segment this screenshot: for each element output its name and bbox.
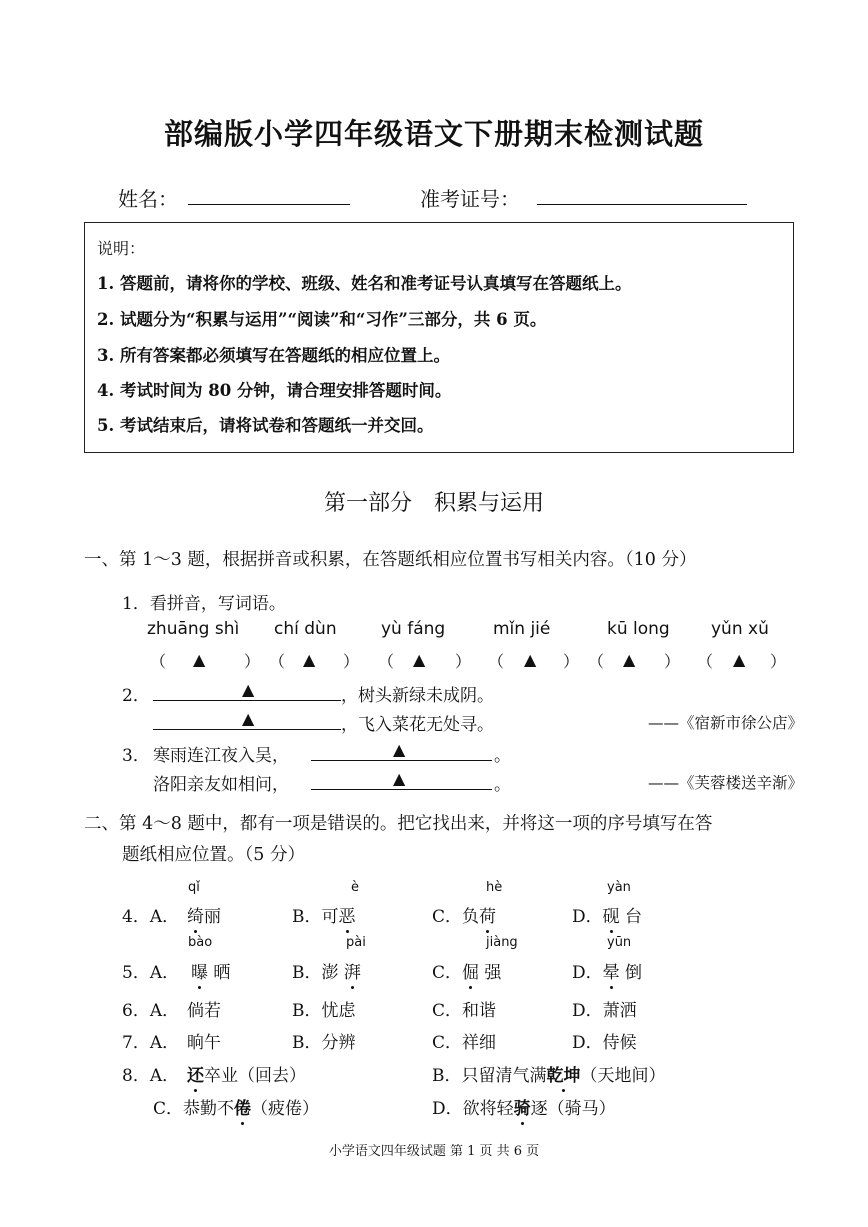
instruction-item: 3. 所有答案都必须填写在答题纸的相应位置上。 xyxy=(97,346,450,365)
q3-blank-1[interactable] xyxy=(311,760,492,761)
q4-option-d: D．砚 台 xyxy=(572,907,643,927)
q3-blank-2[interactable] xyxy=(311,789,492,790)
q2-blank-2[interactable] xyxy=(153,729,341,730)
blank-open: （ xyxy=(378,652,395,671)
q3-source: ——《芙蓉楼送辛渐》 xyxy=(648,774,804,792)
pinyin-4: mǐn jié xyxy=(493,619,551,639)
q2-line-1: ，树头新绿未成阴。 xyxy=(341,686,494,706)
pinyin-1: zhuāng shì xyxy=(147,619,240,639)
q2-number: 2． xyxy=(122,686,150,706)
q6-option-a: 倘若 xyxy=(187,1001,221,1021)
q7-option-b: B．分辨 xyxy=(292,1033,356,1053)
q7-option-d: D．侍候 xyxy=(572,1033,637,1053)
instruction-item: 5. 考试结束后，请将试卷和答题纸一并交回。 xyxy=(97,416,434,435)
part-title: 第一部分 积累与运用 xyxy=(323,491,544,516)
q4-number: 4．A． xyxy=(122,907,180,927)
exam-id-blank[interactable] xyxy=(537,204,747,205)
pinyin-6: yǔn xǔ xyxy=(711,619,769,639)
q8-number: 8．A． xyxy=(122,1066,180,1086)
pinyin-5: kū long xyxy=(607,619,670,639)
blank-open: （ xyxy=(588,652,605,671)
page-title: 部编版小学四年级语文下册期末检测试题 xyxy=(163,117,704,151)
pinyin-annotation: hè xyxy=(486,880,503,895)
triangle-icon: ▲ xyxy=(303,650,316,669)
q3-number: 3． xyxy=(122,746,150,766)
section2-heading-cont: 题纸相应位置。（5 分） xyxy=(122,845,305,865)
q5-number: 5．A． xyxy=(122,963,180,983)
q4-option-b: B．可恶 xyxy=(292,907,356,927)
q3-line-2-prefix: 洛阳亲友如相问， xyxy=(153,775,289,795)
q7-number: 7．A． xyxy=(122,1033,180,1053)
exam-id-label: 准考证号： xyxy=(420,187,520,211)
triangle-icon: ▲ xyxy=(623,650,636,669)
q6-option-b: B．忧虑 xyxy=(292,1001,356,1021)
q7-option-a: 晌午 xyxy=(187,1033,221,1053)
q8-option-d: D．欲将轻骑逐（骑马） xyxy=(432,1099,616,1119)
pinyin-annotation: yūn xyxy=(607,935,632,950)
q2-line-2: ，飞入菜花无处寻。 xyxy=(341,715,494,735)
triangle-icon: ▲ xyxy=(242,709,255,728)
name-blank[interactable] xyxy=(188,204,350,205)
pinyin-annotation: yàn xyxy=(607,880,631,895)
q8-option-b: B．只留清气满乾坤（天地间） xyxy=(432,1066,666,1086)
blank-close: ） xyxy=(563,652,580,671)
q4-option-c: C．负荷 xyxy=(432,907,497,927)
q6-option-c: C．和谐 xyxy=(432,1001,497,1021)
pinyin-annotation: bào xyxy=(188,935,213,950)
blank-open: （ xyxy=(150,652,167,671)
pinyin-annotation: pài xyxy=(346,935,366,950)
triangle-icon: ▲ xyxy=(393,740,406,759)
q7-option-c: C．祥细 xyxy=(432,1033,497,1053)
blank-open: （ xyxy=(488,652,505,671)
q5-option-c: C．倔 强 xyxy=(432,963,502,983)
instruction-item: 2. 试题分为“积累与运用”“阅读”和“习作”三部分，共 6 页。 xyxy=(97,310,547,329)
triangle-icon: ▲ xyxy=(393,769,406,788)
q8-option-c: C．恭勤不倦（疲倦） xyxy=(153,1099,320,1119)
q3-end: 。 xyxy=(494,775,511,795)
section2-heading: 二、第 4～8 题中，都有一项是错误的。把它找出来，并将这一项的序号填写在答 xyxy=(84,814,713,834)
q6-number: 6．A． xyxy=(122,1001,180,1021)
pinyin-3: yù fáng xyxy=(381,619,446,639)
triangle-icon: ▲ xyxy=(733,650,746,669)
q5-option-d: D．晕 倒 xyxy=(572,963,643,983)
pinyin-2: chí dùn xyxy=(274,619,337,639)
instruction-item: 1. 答题前，请将你的学校、班级、姓名和准考证号认真填写在答题纸上。 xyxy=(97,274,632,293)
triangle-icon: ▲ xyxy=(524,650,537,669)
section1-heading: 一、第 1～3 题，根据拼音或积累，在答题纸相应位置书写相关内容。（10 分） xyxy=(84,550,697,570)
name-label: 姓名： xyxy=(118,187,178,211)
q5-option-a: 曝 晒 xyxy=(191,963,231,983)
q3-line-1-prefix: 寒雨连江夜入吴， xyxy=(153,746,289,766)
instructions-heading: 说明： xyxy=(97,239,146,258)
blank-open: （ xyxy=(269,652,286,671)
blank-open: （ xyxy=(697,652,714,671)
triangle-icon: ▲ xyxy=(413,650,426,669)
blank-close: ） xyxy=(664,652,681,671)
q5-option-b: B．澎 湃 xyxy=(292,963,361,983)
q3-end: 。 xyxy=(494,746,511,766)
q1-label: 1．看拼音，写词语。 xyxy=(122,594,286,614)
blank-close: ） xyxy=(244,652,261,671)
pinyin-annotation: qǐ xyxy=(188,880,200,895)
pinyin-annotation: jiàng xyxy=(486,935,518,950)
q2-blank-1[interactable] xyxy=(153,700,341,701)
q8-option-a: 还卒业（回去） xyxy=(187,1066,306,1086)
triangle-icon: ▲ xyxy=(193,650,206,669)
q6-option-d: D．萧洒 xyxy=(572,1001,637,1021)
q2-source: ——《宿新市徐公店》 xyxy=(648,714,804,732)
pinyin-annotation: è xyxy=(351,880,359,895)
blank-close: ） xyxy=(770,652,787,671)
q4-option-a: 绮丽 xyxy=(187,907,221,927)
instruction-item: 4. 考试时间为 80 分钟，请合理安排答题时间。 xyxy=(97,381,452,400)
blank-close: ） xyxy=(343,652,360,671)
page-footer: 小学语文四年级试题 第 1 页 共 6 页 xyxy=(328,1144,540,1159)
triangle-icon: ▲ xyxy=(242,680,255,699)
blank-close: ） xyxy=(455,652,472,671)
